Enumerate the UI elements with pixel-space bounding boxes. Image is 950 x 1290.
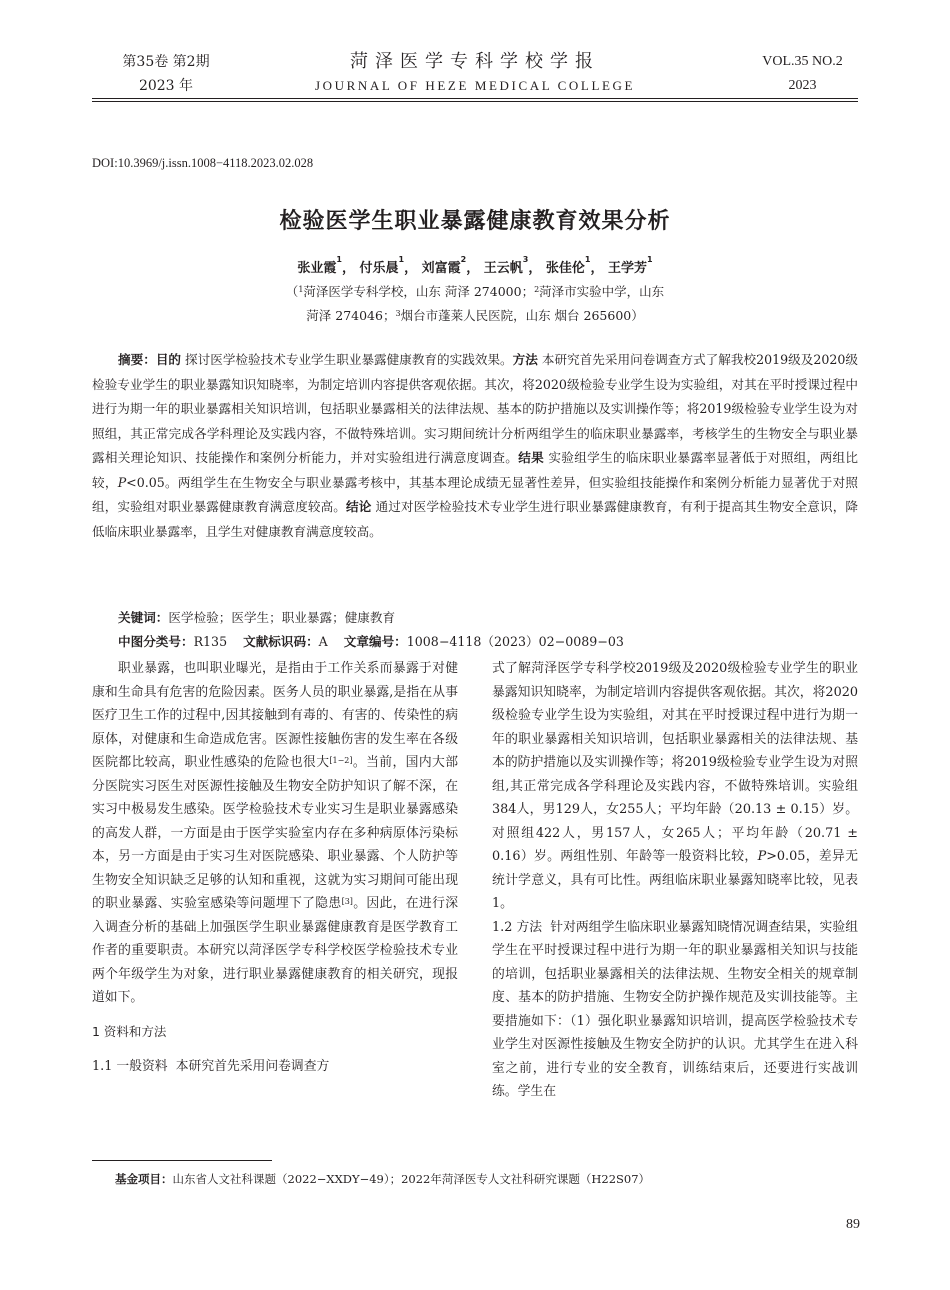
affil-1: 菏泽医学专科学校，山东 菏泽 274000； (303, 284, 535, 299)
method-text: 本研究首先采用问卷调查方式了解我校2019级及2020级检验专业学生的职业暴露知识知晓率，为制定培训内容提供客观依据。其次，将2020级检验专业学生设为实验组，对其在平时授课过程中进行为期一年的职业暴露相关知识培训，包括职业暴露相关的法律法规、基本的防护措施以及实训操作等；将2019级检验专业学生设为对照组，其正常完成各学科理论及实践内容，不做特殊培训。实习期间统计分析两组学生的临床职业暴露率，考核学生的生物安全与职业暴露相关理论知识、技能操作和案例分析能力，并对实验组进行满意度调查。 (92, 352, 858, 465)
p-symbol: P (117, 474, 127, 490)
author-name: 付乐晨 (359, 261, 399, 276)
intro-text: 。因此，在进行深入调查分析的基础上加强医学生职业暴露健康教育是医学教育工作者的重要职责。本研究以菏泽医学专科学校医学检验技术专业两个年级学生为对象，进行职业暴露健康教育的相关研究，现报道如下。 (92, 896, 459, 1005)
subsection-1-2 (492, 916, 858, 1104)
author-sup: 3 (522, 255, 529, 264)
affil-open: （ (285, 284, 299, 299)
abstract-label: 摘要： (118, 352, 156, 367)
subsection-text: 式了解菏泽医学专科学校2019级及2020级检验专业学生的职业暴露知识知晓率，为制定培训内容提供客观依据。其次，将2020级检验专业学生设为实验组，对其在平时授课过程中进行为期一年的职业暴露相关知识培训，包括职业暴露相关的法律法规、基本的防护措施以及实训操作等；将2019级检验专业学生设为对照组,其正常完成各学科理论及实践内容，不做特殊培训。实验组384人，男129人，女255人；平均年龄（20.13 ± 0.15）岁。对照组422人，男157人，女265人；平均年龄（20.71 ± 0.16）岁。两组性别、年龄等一般资料比较， (492, 661, 858, 864)
intro-text: 职业暴露，也叫职业曝光，是指由于工作关系而暴露于对健康和生命具有危害的危险因素。医务人员的职业暴露,是指在从事医疗卫生工作的过程中,因其接触到有毒的、有害的、传染性的病原体，对健康和生命造成危害。医源性接触伤害的发生率在各级医院都比较高，职业性感染的危险也很大 (92, 661, 458, 770)
author-sup: 1 (647, 255, 653, 264)
author-list: 张业霞$^1$， 付乐晨$^1$， 刘富霞$^2$， 王云帆$^3$， 张佳伦$^1$， 王学芳$^1$ (297, 255, 653, 276)
header-volume-en-block (745, 50, 860, 98)
subsection-1-1 (92, 1055, 458, 1079)
author-sup: 1 (584, 255, 591, 264)
subsection-1-1-cont (492, 657, 858, 916)
author-sup: 1 (336, 255, 342, 264)
subsection-text: 针对两组学生临床职业暴露知晓情况调查结果，实验组学生在平时授课过程中进行为期一年的职业暴露相关知识与技能的培训，包括职业暴露相关的法律法规、生物安全相关的规章制度、基本的防护措施、生物安全防护操作规范及实训技能等。主要措施如下：（1）强化职业暴露知识培训，提高医学检验技术专业学生对医源性接触及生物安全防护的认识。尤其学生在进入科室之前，进行专业的安全教育，训练结束后，还要进行实战训练。学生在 (492, 919, 858, 1099)
volume-issue: 第35卷 第2期 (122, 54, 210, 70)
affil-sup: 1 (298, 285, 304, 294)
affil-2: 菏泽市实验中学，山东 (539, 284, 665, 299)
header-rule-bottom (92, 101, 858, 102)
author-name: 张业霞 (297, 261, 337, 276)
doc-code-label: 文献标识码： (243, 634, 319, 649)
volume-en: VOL.35 NO.2 (762, 54, 843, 69)
author-name: 张佳伦 (545, 261, 585, 276)
clc-label: 中图分类号： (118, 634, 194, 649)
body-left-column (92, 657, 458, 1079)
classification-line (118, 630, 858, 654)
affil-sup: 3 (395, 309, 401, 318)
article-title: 检验医学生职业暴露健康教育效果分析 (279, 209, 671, 234)
section-heading: 1 资料和方法 (92, 1023, 167, 1039)
result-text: 实验组学生的临床职业暴露率显著低于对照组，两组比较， (92, 450, 859, 490)
article-number-label: 文章编号： (343, 634, 407, 649)
article-number-value: 1008−4118（2023）02−0089−03 (406, 634, 624, 649)
year-right: 2023 (788, 78, 817, 93)
header-volume-block (108, 50, 224, 98)
journal-masthead (260, 50, 690, 98)
objective-text: 探讨医学检验技术专业学生职业暴露健康教育的实践效果。 (185, 352, 513, 367)
abstract (92, 348, 858, 544)
affil-sup: 2 (534, 285, 540, 294)
conclusion-text: 通过对医学检验技术专业学生进行职业暴露健康教育，有利于提高其生物安全意识，降低临床职业暴露率，且学生对健康教育满意度较高。 (92, 499, 858, 539)
citation: [3] (341, 897, 353, 906)
subsection-label: 1.2 方法 (492, 919, 543, 935)
conclusion-label: 结论 (346, 499, 372, 514)
author-name: 刘富霞 (421, 261, 461, 276)
author-sup: 2 (460, 255, 467, 264)
footnote-rule (92, 1160, 272, 1161)
keywords (118, 606, 858, 630)
funding-label: 基金项目： (115, 1172, 173, 1186)
clc-value: R135 (193, 634, 228, 649)
subsection-text: >0.05，差异无统计学意义，具有可比性。两组临床职业暴露知晓率比较，见表1。 (492, 849, 859, 911)
intro-text: 。当前，国内大部分医院实习医生对医源性接触及生物安全防护知识了解不深，在实习中极易发生感染。医学检验技术专业实习生是职业暴露感染的高发人群，一方面是由于医学实验室内存在多种病原体污染标本，另一方面是由于实习生对医院感染、职业暴露、个人防护等生物安全知识缺乏足够的认知和重视，这就为实习期间可能出现的职业暴露、实验室感染等问题埋下了隐患 (92, 755, 458, 911)
result-label: 结果 (518, 450, 545, 465)
header-rule-top (92, 98, 858, 99)
author-name: 王云帆 (483, 261, 523, 276)
author-sup: 1 (398, 255, 405, 264)
body-right-column (492, 657, 858, 1104)
citation: [1−2] (329, 756, 353, 765)
keywords-label: 关键词： (118, 610, 169, 625)
affil-2-cont: 菏泽 274046； (306, 308, 396, 323)
method-label: 方法 (512, 352, 538, 367)
doc-code-value: A (318, 634, 328, 649)
funding-text: 山东省人文社科课题（2022−XXDY−49）；2022年菏泽医专人文社科研究课题（H22S07） (172, 1172, 651, 1186)
subsection-label: 1.1 一般资料 (92, 1059, 168, 1074)
subsection-text: 本研究首先采用问卷调查方 (175, 1059, 330, 1074)
intro-paragraph (92, 657, 458, 1010)
year-left: 2023 年 (138, 78, 194, 94)
keywords-text: 医学检验；医学生；职业暴露；健康教育 (168, 610, 396, 625)
result-text-cont: <0.05。两组学生在生物安全与职业暴露考核中，其基本理论成绩无显著性差异，但实验组技能操作和案例分析能力显著优于对照组，实验组对职业暴露健康教育满意度较高。 (92, 474, 859, 514)
objective-label: 目的 (155, 352, 182, 367)
author-name: 王学芳 (608, 261, 648, 276)
doi: DOI:10.3969/j.issn.1008−4118.2023.02.028 (92, 156, 314, 170)
funding-note (115, 1170, 650, 1188)
page-number: 89 (846, 1217, 860, 1232)
p-symbol: P (757, 849, 767, 864)
journal-title-cn: 菏泽医学专科学校学报 (350, 51, 600, 72)
affiliations (255, 280, 695, 328)
journal-title-en: JOURNAL OF HEZE MEDICAL COLLEGE (314, 78, 636, 93)
affil-3: 烟台市蓬莱人民医院，山东 烟台 265600） (400, 308, 644, 323)
